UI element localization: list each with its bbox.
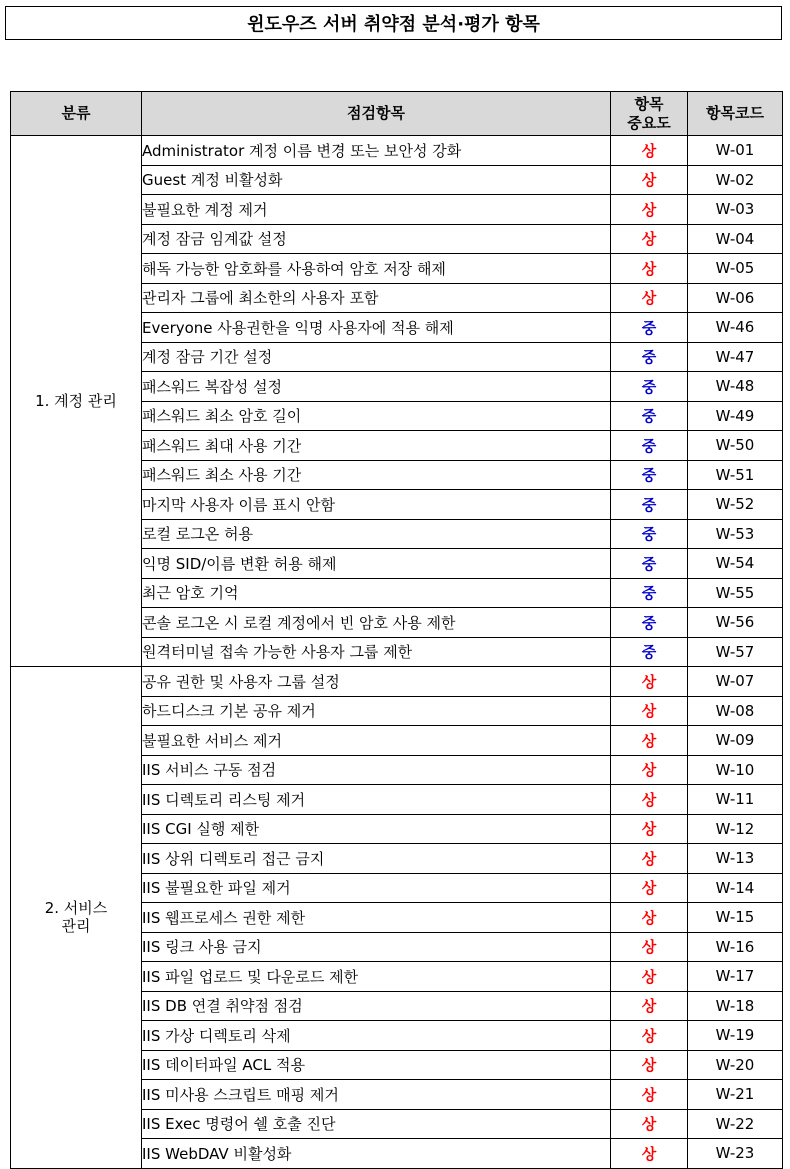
importance-cell: 중 [611,608,688,638]
importance-cell: 상 [611,283,688,313]
item-cell: IIS DB 연결 취약점 점검 [142,991,611,1021]
importance-cell: 상 [611,1139,688,1169]
item-cell: 패스워드 최대 사용 기간 [142,431,611,461]
code-cell: W-46 [688,313,783,343]
item-cell: 불필요한 계정 제거 [142,195,611,225]
code-cell: W-48 [688,372,783,402]
code-cell: W-51 [688,460,783,490]
item-cell: IIS CGI 실행 제한 [142,814,611,844]
table-row [11,667,783,697]
item-cell: 콘솔 로그온 시 로컬 계정에서 빈 암호 사용 제한 [142,608,611,638]
item-cell: IIS 데이터파일 ACL 적용 [142,1050,611,1080]
importance-cell: 상 [611,873,688,903]
header-category: 분류 [11,92,142,136]
importance-cell: 상 [611,1021,688,1051]
importance-cell: 중 [611,401,688,431]
item-cell: IIS 웹프로세스 권한 제한 [142,903,611,933]
code-cell: W-47 [688,342,783,372]
code-cell: W-20 [688,1050,783,1080]
importance-cell: 중 [611,519,688,549]
importance-cell: 상 [611,1080,688,1110]
item-cell: 익명 SID/이름 변환 허용 해제 [142,549,611,579]
item-cell: 계정 잠금 기간 설정 [142,342,611,372]
table-header-row [11,92,783,136]
header-code: 항목코드 [688,92,783,136]
item-cell: Administrator 계정 이름 변경 또는 보안성 강화 [142,136,611,166]
code-cell: W-23 [688,1139,783,1169]
code-cell: W-07 [688,667,783,697]
importance-cell: 상 [611,165,688,195]
vulnerability-table [10,91,783,1169]
code-cell: W-05 [688,254,783,284]
importance-cell: 중 [611,342,688,372]
item-cell: 원격터미널 접속 가능한 사용자 그룹 제한 [142,637,611,667]
document-title: 윈도우즈 서버 취약점 분석·평가 항목 [5,6,782,40]
importance-cell: 상 [611,136,688,166]
item-cell: IIS 미사용 스크립트 매핑 제거 [142,1080,611,1110]
code-cell: W-01 [688,136,783,166]
importance-cell: 상 [611,667,688,697]
item-cell: IIS 상위 디렉토리 접근 금지 [142,844,611,874]
item-cell: 계정 잠금 임계값 설정 [142,224,611,254]
importance-cell: 중 [611,490,688,520]
code-cell: W-11 [688,785,783,815]
item-cell: 관리자 그룹에 최소한의 사용자 포함 [142,283,611,313]
item-cell: IIS Exec 명령어 쉘 호출 진단 [142,1109,611,1139]
importance-cell: 중 [611,578,688,608]
importance-cell: 상 [611,932,688,962]
importance-cell: 중 [611,313,688,343]
item-cell: 최근 암호 기억 [142,578,611,608]
header-importance-line2: 중요도 [627,113,671,132]
item-cell: IIS 파일 업로드 및 다운로드 제한 [142,962,611,992]
category-label-line1: 2. 서비스 [44,899,108,918]
item-cell: 불필요한 서비스 제거 [142,726,611,756]
code-cell: W-49 [688,401,783,431]
item-cell: IIS 서비스 구동 점검 [142,755,611,785]
item-cell: 패스워드 최소 암호 길이 [142,401,611,431]
importance-cell: 상 [611,844,688,874]
code-cell: W-10 [688,755,783,785]
code-cell: W-56 [688,608,783,638]
code-cell: W-55 [688,578,783,608]
code-cell: W-57 [688,637,783,667]
item-cell: 로컬 로그온 허용 [142,519,611,549]
importance-cell: 상 [611,726,688,756]
code-cell: W-13 [688,844,783,874]
code-cell: W-22 [688,1109,783,1139]
importance-cell: 중 [611,549,688,579]
code-cell: W-19 [688,1021,783,1051]
importance-cell: 상 [611,814,688,844]
category-label-line2: 관리 [61,917,91,936]
importance-cell: 상 [611,785,688,815]
item-cell: IIS 가상 디렉토리 삭제 [142,1021,611,1051]
code-cell: W-18 [688,991,783,1021]
header-item: 점검항목 [142,92,611,136]
item-cell: 공유 권한 및 사용자 그룹 설정 [142,667,611,697]
importance-cell: 중 [611,460,688,490]
code-cell: W-14 [688,873,783,903]
importance-cell: 상 [611,224,688,254]
item-cell: IIS WebDAV 비활성화 [142,1139,611,1169]
code-cell: W-15 [688,903,783,933]
code-cell: W-09 [688,726,783,756]
code-cell: W-21 [688,1080,783,1110]
item-cell: IIS 불필요한 파일 제거 [142,873,611,903]
importance-cell: 중 [611,372,688,402]
category-cell [11,667,142,1169]
importance-cell: 상 [611,903,688,933]
code-cell: W-02 [688,165,783,195]
code-cell: W-17 [688,962,783,992]
code-cell: W-53 [688,519,783,549]
item-cell: Everyone 사용권한을 익명 사용자에 적용 해제 [142,313,611,343]
header-importance-line1: 항목 [634,94,664,113]
header-importance [611,92,688,136]
importance-cell: 중 [611,637,688,667]
code-cell: W-54 [688,549,783,579]
item-cell: Guest 계정 비활성화 [142,165,611,195]
item-cell: IIS 링크 사용 금지 [142,932,611,962]
importance-cell: 중 [611,431,688,461]
code-cell: W-06 [688,283,783,313]
item-cell: 패스워드 최소 사용 기간 [142,460,611,490]
category-cell [11,136,142,667]
code-cell: W-08 [688,696,783,726]
item-cell: 하드디스크 기본 공유 제거 [142,696,611,726]
importance-cell: 상 [611,696,688,726]
importance-cell: 상 [611,962,688,992]
code-cell: W-50 [688,431,783,461]
importance-cell: 상 [611,755,688,785]
code-cell: W-03 [688,195,783,225]
importance-cell: 상 [611,991,688,1021]
importance-cell: 상 [611,254,688,284]
importance-cell: 상 [611,195,688,225]
code-cell: W-04 [688,224,783,254]
code-cell: W-12 [688,814,783,844]
table-row [11,136,783,166]
table-body [11,136,783,1169]
category-label-line1: 1. 계정 관리 [35,392,117,410]
importance-cell: 상 [611,1109,688,1139]
item-cell: 해독 가능한 암호화를 사용하여 암호 저장 해제 [142,254,611,284]
item-cell: IIS 디렉토리 리스팅 제거 [142,785,611,815]
item-cell: 패스워드 복잡성 설정 [142,372,611,402]
importance-cell: 상 [611,1050,688,1080]
code-cell: W-52 [688,490,783,520]
item-cell: 마지막 사용자 이름 표시 안함 [142,490,611,520]
code-cell: W-16 [688,932,783,962]
